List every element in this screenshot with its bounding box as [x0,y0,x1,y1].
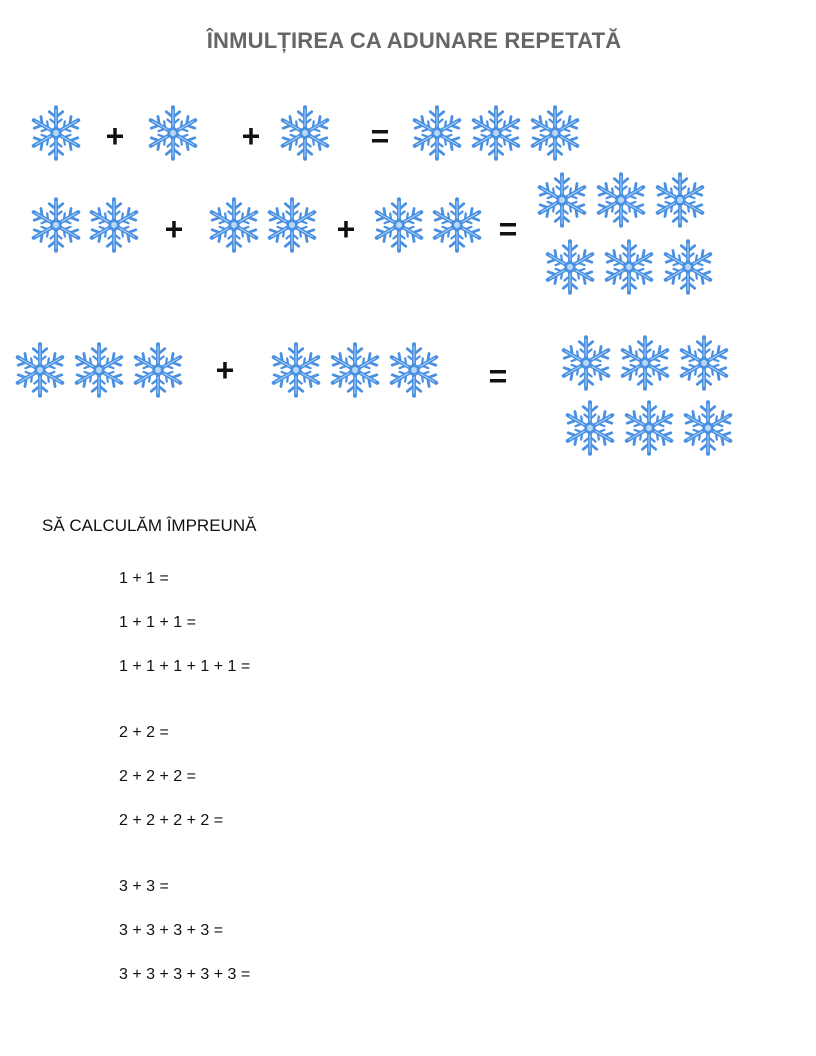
plus-sign: + [164,211,184,247]
snowflake-icon [676,335,732,391]
exercise-line: 3 + 3 = [119,878,169,895]
snowflake-icon [327,342,383,398]
section-title: SĂ CALCULĂM ÎMPREUNĂ [42,516,257,535]
snowflake-icon [409,105,465,161]
plus-sign: + [336,211,356,247]
snowflake-icon [617,335,673,391]
snowflake-icon [371,197,427,253]
snowflake-icon [527,105,583,161]
exercise-line: 1 + 1 + 1 + 1 + 1 = [119,658,251,675]
snowflake-icon [28,105,84,161]
exercise-line: 1 + 1 + 1 = [119,614,196,631]
equals-sign: = [370,118,390,154]
snowflake-icon [429,197,485,253]
snowflake-icon [621,400,677,456]
plus-sign: + [105,118,125,154]
page-title: ÎNMULȚIREA CA ADUNARE REPETATĂ [206,28,622,53]
snowflake-icon [534,172,590,228]
snowflake-icon [264,197,320,253]
snowflake-icon [12,342,68,398]
plus-sign: + [215,352,235,388]
equals-sign: = [498,211,518,247]
exercise-line: 2 + 2 + 2 + 2 = [119,812,224,829]
exercise-line: 2 + 2 + 2 = [119,768,196,785]
snowflake-icon [71,342,127,398]
snowflake-icon [130,342,186,398]
snowflake-icon [468,105,524,161]
snowflake-icon [601,239,657,295]
snowflake-icon [680,400,736,456]
snowflake-icon [206,197,262,253]
exercise-line: 3 + 3 + 3 + 3 = [119,922,224,939]
snowflake-icon [562,400,618,456]
plus-sign: + [241,118,261,154]
snowflake-icon [28,197,84,253]
snowflake-icon [652,172,708,228]
exercise-line: 3 + 3 + 3 + 3 + 3 = [119,966,251,983]
exercise-line: 1 + 1 = [119,570,169,587]
equals-sign: = [488,358,508,394]
snowflake-icon [558,335,614,391]
snowflake-icon [660,239,716,295]
snowflake-icon [593,172,649,228]
snowflake-icon [145,105,201,161]
snowflake-icon [542,239,598,295]
snowflake-icon [277,105,333,161]
snowflake-icon [268,342,324,398]
snowflake-icon [86,197,142,253]
snowflake-icon [386,342,442,398]
exercise-line: 2 + 2 = [119,724,169,741]
